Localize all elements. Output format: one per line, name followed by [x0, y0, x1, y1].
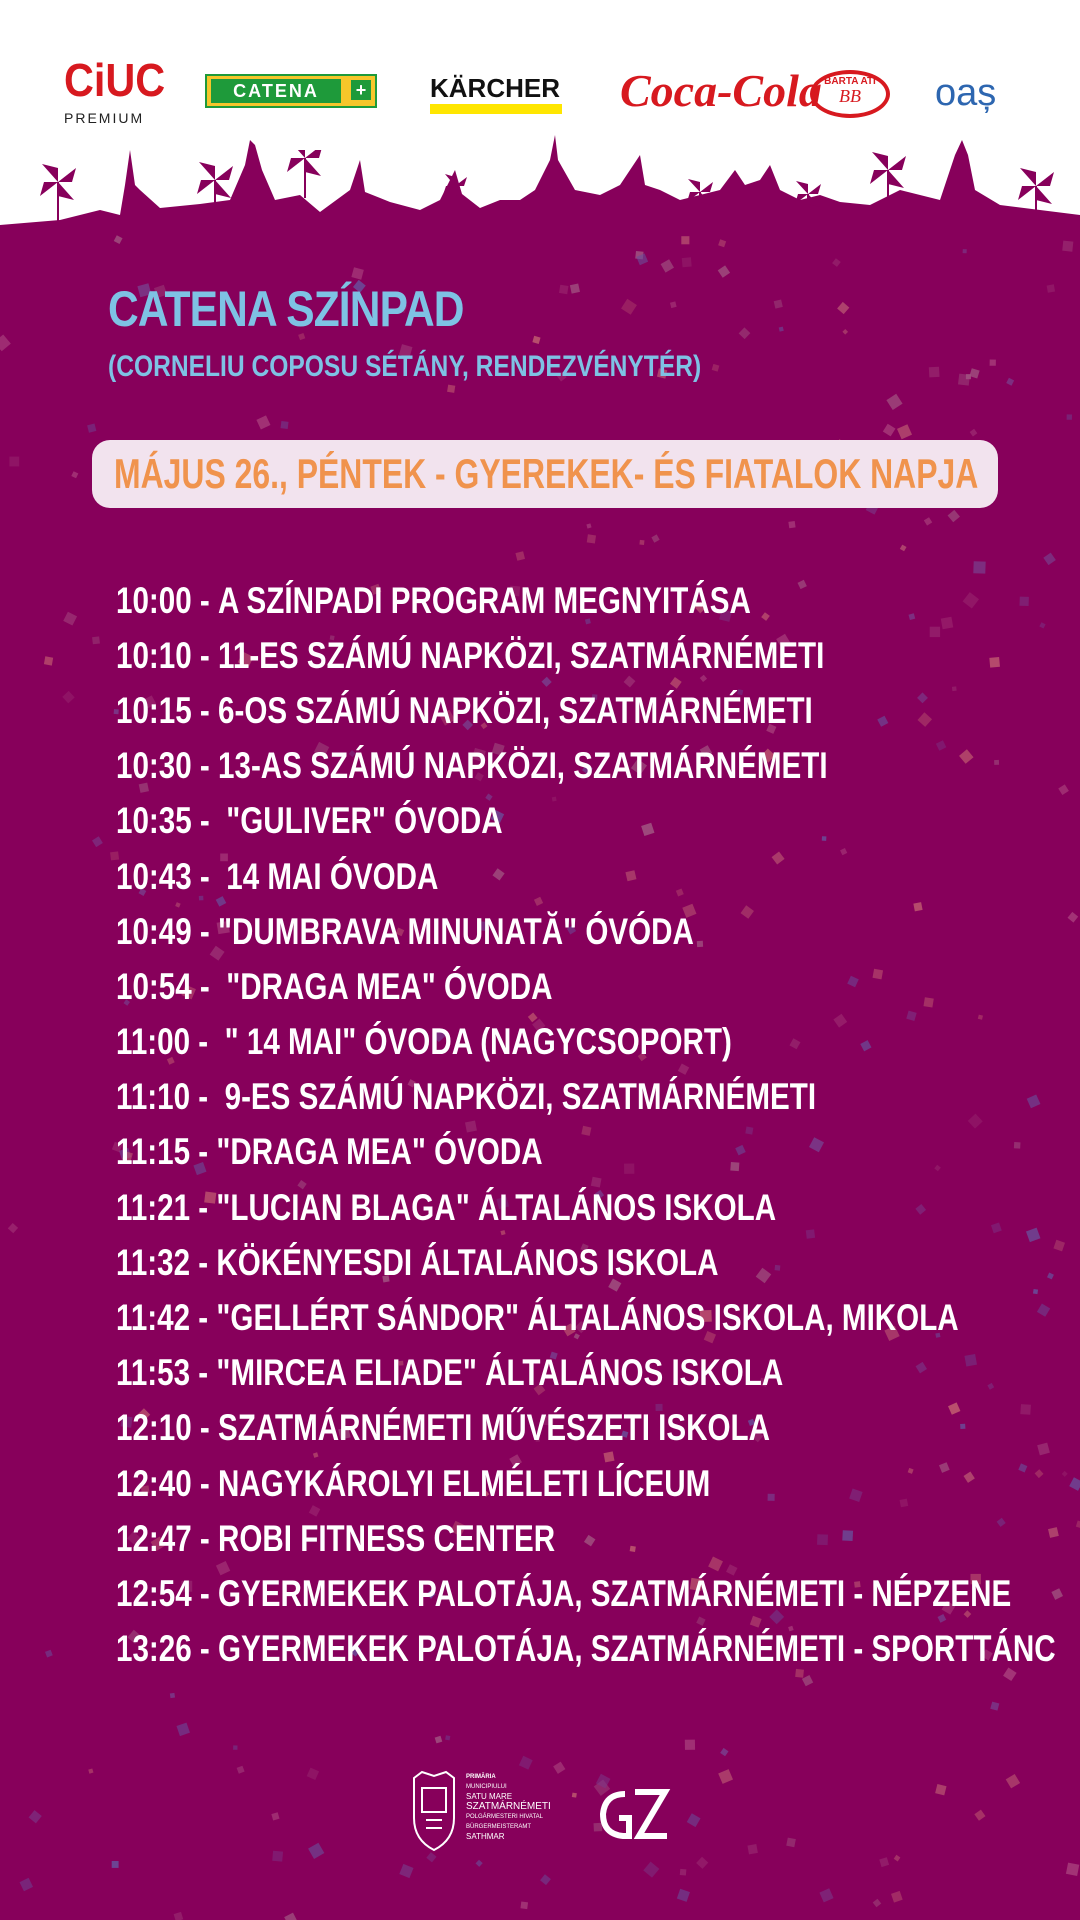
- confetti-piece: [20, 1878, 34, 1892]
- confetti-piece: [170, 1693, 175, 1698]
- confetti-piece: [559, 285, 568, 294]
- catena-logo: CATENA +: [205, 74, 377, 108]
- gz-logo-icon: [595, 1786, 671, 1846]
- confetti-piece: [681, 236, 689, 244]
- schedule-row: 11:42 - "GELLÉRT SÁNDOR" ÁLTALÁNOS ISKOLA, MIKOLA: [116, 1297, 959, 1339]
- cocacola-logo: Coca-Cola: [620, 65, 822, 116]
- confetti-piece: [786, 1838, 796, 1848]
- confetti-piece: [63, 612, 77, 626]
- confetti-piece: [643, 1862, 659, 1878]
- schedule-row: 10:54 - "DRAGA MEA" ÓVODA: [116, 965, 553, 1007]
- confetti-piece: [966, 374, 971, 379]
- confetti-piece: [281, 421, 289, 429]
- confetti-piece: [9, 457, 19, 467]
- confetti-piece: [532, 336, 540, 344]
- confetti-piece: [92, 636, 100, 644]
- confetti-piece: [284, 1913, 297, 1920]
- bartaati-logo: BARTA ATI BB: [810, 70, 890, 118]
- confetti-piece: [476, 1860, 483, 1867]
- confetti-piece: [891, 1891, 903, 1903]
- confetti-piece: [883, 424, 896, 437]
- confetti-piece: [897, 424, 912, 439]
- confetti-piece: [1076, 1521, 1080, 1529]
- footer-logos: [410, 1768, 680, 1854]
- confetti-piece: [8, 1223, 18, 1233]
- confetti-piece: [948, 510, 960, 522]
- confetti-piece: [570, 284, 580, 294]
- confetti-piece: [924, 517, 932, 525]
- confetti-piece: [974, 1810, 985, 1821]
- schedule-row: 10:35 - "GULIVER" ÓVODA: [116, 800, 503, 842]
- schedule-row: 12:54 - GYERMEKEK PALOTÁJA, SZATMÁRNÉMETI - NÉPZENE: [116, 1572, 1012, 1614]
- confetti-piece: [435, 1736, 443, 1744]
- confetti-piece: [174, 1912, 184, 1920]
- confetti-piece: [520, 1902, 528, 1910]
- ciuc-logo: CiUC PREMIUM: [64, 54, 166, 126]
- confetti-piece: [1006, 1774, 1020, 1788]
- confetti-piece: [0, 335, 11, 352]
- confetti-piece: [308, 1843, 324, 1859]
- schedule-row: 10:10 - 11-ES SZÁMÚ NAPKÖZI, SZATMÁRNÉMETI: [116, 634, 825, 676]
- confetti-piece: [271, 1812, 279, 1820]
- confetti-piece: [237, 1766, 245, 1774]
- confetti-piece: [586, 523, 591, 528]
- confetti-piece: [687, 1813, 701, 1827]
- confetti-piece: [515, 551, 525, 561]
- confetti-piece: [788, 521, 795, 528]
- confetti-piece: [87, 424, 96, 433]
- confetti-piece: [1066, 1863, 1079, 1876]
- confetti-piece: [682, 257, 692, 267]
- confetti-piece: [774, 300, 783, 309]
- confetti-piece: [929, 367, 940, 378]
- confetti-piece: [670, 301, 677, 308]
- confetti-piece: [894, 1855, 901, 1862]
- schedule-row: 13:26 - GYERMEKEK PALOTÁJA, SZATMÁRNÉMETI - SPORTTÁNC: [116, 1628, 1056, 1670]
- confetti-piece: [886, 394, 902, 410]
- confetti-piece: [661, 259, 674, 272]
- confetti-piece: [651, 534, 659, 542]
- schedule-row: 11:21 - "LUCIAN BLAGA" ÁLTALÁNOS ISKOLA: [116, 1186, 777, 1228]
- confetti-piece: [272, 1851, 283, 1862]
- confetti-piece: [62, 691, 74, 703]
- confetti-piece: [779, 327, 784, 332]
- confetti-piece: [621, 299, 637, 315]
- confetti-piece: [873, 1899, 882, 1908]
- confetti-piece: [712, 364, 720, 372]
- confetti-piece: [819, 1888, 833, 1902]
- confetti-piece: [677, 1889, 690, 1902]
- confetti-piece: [747, 1844, 757, 1854]
- confetti-piece: [832, 258, 841, 267]
- schedule-row: 10:30 - 13-AS SZÁMÚ NAPKÖZI, SZATMÁRNÉMETI: [116, 745, 828, 787]
- confetti-piece: [29, 1810, 42, 1823]
- confetti-piece: [92, 836, 103, 847]
- confetti-piece: [540, 1874, 551, 1885]
- schedule-row: 10:49 - "DUMBRAVA MINUNATĂ" ÓVÓDA: [116, 910, 694, 952]
- confetti-piece: [990, 360, 996, 366]
- schedule-row: 10:43 - 14 MAI ÓVODA: [116, 855, 439, 897]
- confetti-piece: [935, 1784, 946, 1795]
- confetti-piece: [1047, 284, 1055, 292]
- confetti-piece: [685, 1740, 695, 1750]
- schedule-row: 12:47 - ROBI FITNESS CENTER: [116, 1517, 556, 1559]
- confetti-piece: [837, 302, 849, 314]
- confetti-piece: [842, 329, 848, 335]
- day-label: MÁJUS 26., PÉNTEK - GYEREKEK- ÉS FIATALOK NAPJA: [114, 450, 979, 497]
- confetti-piece: [1043, 553, 1056, 566]
- confetti-piece: [639, 540, 644, 545]
- confetti-piece: [44, 656, 53, 665]
- schedule-row: 12:10 - SZATMÁRNÉMETI MŰVÉSZETI ISKOLA: [116, 1407, 771, 1449]
- confetti-piece: [176, 1723, 189, 1736]
- schedule-row: 11:15 - "DRAGA MEA" ÓVODA: [116, 1131, 543, 1173]
- karcher-logo: KÄRCHER: [430, 74, 562, 114]
- schedule-row: 11:53 - "MIRCEA ELIADE" ÁLTALÁNOS ISKOLA: [116, 1352, 784, 1394]
- schedule-row: 12:40 - NAGYKÁROLYI ELMÉLETI LÍCEUM: [116, 1462, 711, 1504]
- day-banner: [92, 440, 998, 508]
- confetti-piece: [88, 1769, 93, 1774]
- schedule-row: 10:15 - 6-OS SZÁMÚ NAPKÖZI, SZATMÁRNÉMETI: [116, 689, 813, 731]
- sponsor-logos: [0, 50, 1080, 150]
- schedule-row: 11:10 - 9-ES SZÁMÚ NAPKÖZI, SZATMÁRNÉMETI: [116, 1076, 817, 1118]
- confetti-piece: [1062, 241, 1073, 252]
- stage-title: CATENA SZÍNPAD: [108, 281, 464, 337]
- confetti-piece: [1067, 414, 1072, 419]
- confetti-piece: [973, 561, 985, 573]
- confetti-piece: [718, 1769, 733, 1784]
- confetti-piece: [587, 534, 596, 543]
- confetti-piece: [399, 1864, 413, 1878]
- confetti-piece: [900, 545, 907, 552]
- confetti-piece: [680, 1869, 687, 1876]
- coat-of-arms-icon: [410, 1768, 458, 1852]
- schedule-row: 11:32 - KÖKÉNYESDI ÁLTALÁNOS ISKOLA: [116, 1241, 719, 1283]
- confetti-piece: [720, 1748, 728, 1756]
- oas-logo: oaș: [935, 72, 997, 114]
- confetti-piece: [963, 249, 967, 253]
- confetti-piece: [256, 415, 270, 429]
- schedule-list: [116, 573, 1076, 1677]
- confetti-piece: [233, 1745, 237, 1749]
- stage-location: (CORNELIU COPOSU SÉTÁNY, RENDEZVÉNYTÉR): [108, 350, 702, 383]
- confetti-piece: [879, 1857, 889, 1867]
- confetti-piece: [739, 327, 751, 339]
- confetti-piece: [45, 1650, 53, 1658]
- municipality-text: PRIMĂRIA MUNICIPIULUI SATU MARE SZATMÁRNÉMETI POLGÁRMESTERI HIVATAL BÜRGERMEISTERAMT SATHMAR: [466, 1774, 551, 1841]
- confetti-piece: [114, 235, 123, 244]
- confetti-piece: [351, 267, 363, 279]
- schedule-row: 10:00 - A SZÍNPADI PROGRAM MEGNYITÁSA: [116, 579, 751, 621]
- confetti-piece: [970, 429, 978, 437]
- pinwheel-icon: [0, 150, 1080, 230]
- confetti-piece: [445, 1735, 450, 1740]
- schedule-row: 11:00 - " 14 MAI" ÓVODA (NAGYCSOPORT): [116, 1021, 732, 1063]
- confetti-piece: [307, 1768, 319, 1780]
- confetti-piece: [718, 239, 726, 247]
- confetti-piece: [696, 1857, 708, 1869]
- confetti-piece: [990, 1702, 999, 1711]
- confetti-piece: [1006, 378, 1014, 386]
- confetti-piece: [447, 385, 455, 393]
- confetti-piece: [718, 265, 730, 277]
- confetti-piece: [71, 471, 78, 478]
- confetti-piece: [112, 1861, 119, 1868]
